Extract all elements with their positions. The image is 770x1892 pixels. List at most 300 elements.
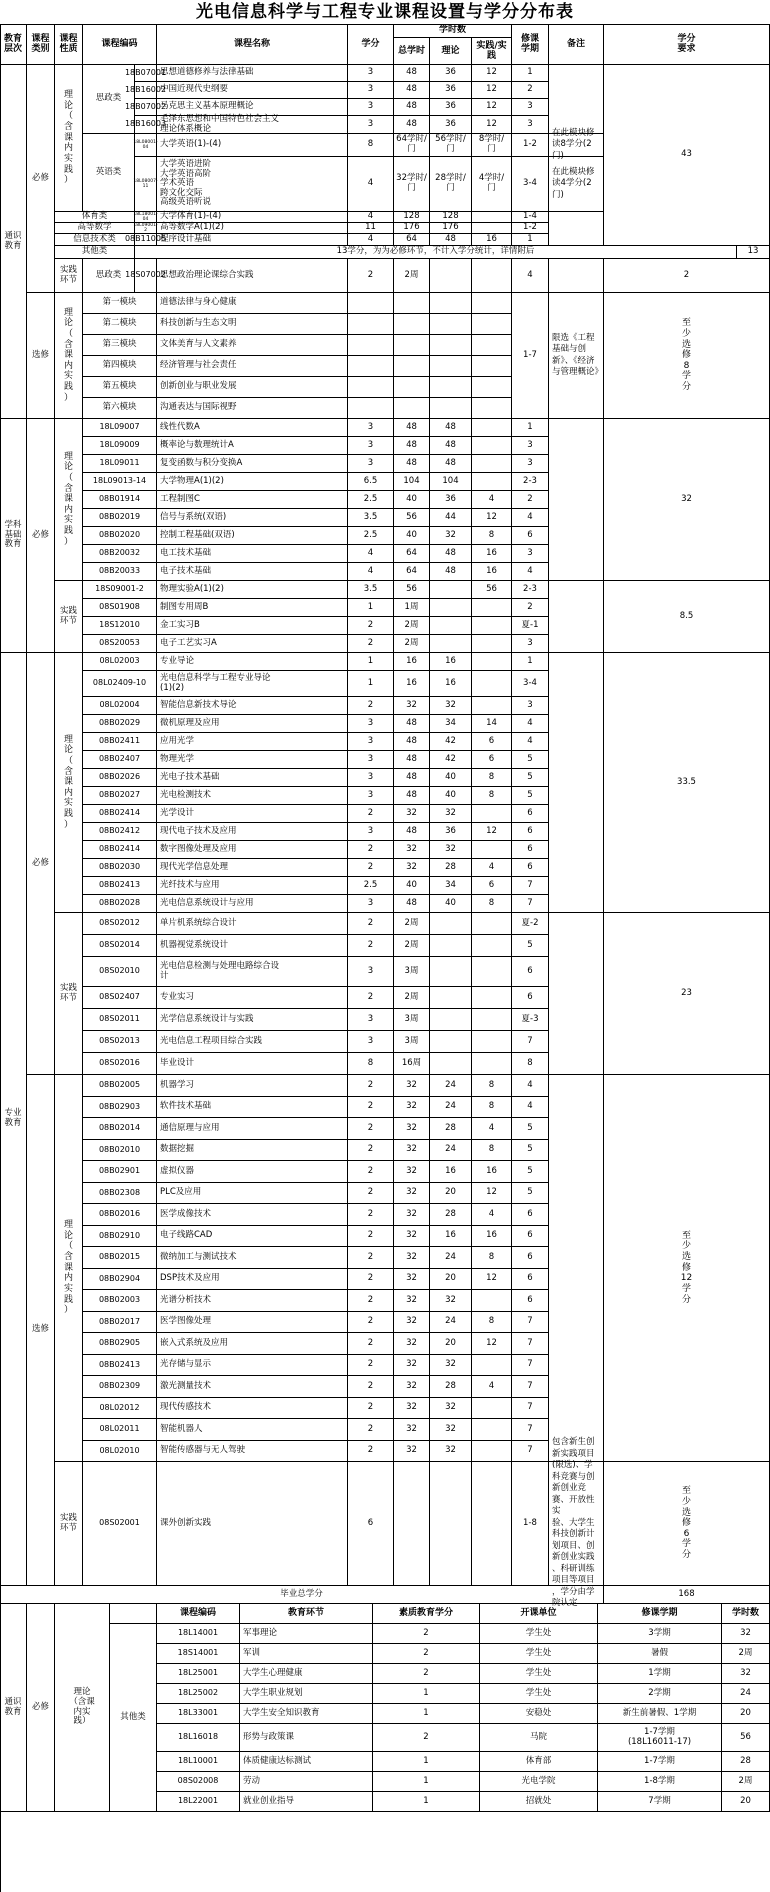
major-elective-4-code: 08B02901 <box>83 1161 157 1183</box>
elective-module-theory-4 <box>430 377 472 398</box>
general-row-3-practice: 12 <box>472 116 512 134</box>
bottom-row-2-code: 18L25001 <box>157 1664 240 1684</box>
major-elective-11-theory: 24 <box>430 1312 472 1333</box>
basic-practice-2-name: 金工实习B <box>157 617 348 635</box>
basic-row-4-semester: 2 <box>512 491 549 509</box>
major-row-10-code: 08B02414 <box>83 841 157 859</box>
elective-module-theory-2 <box>430 335 472 356</box>
basic-practice-3-semester: 3 <box>512 635 549 653</box>
major-elective-10-code: 08B02003 <box>83 1290 157 1312</box>
bottom-row-6-semester: 1-7学期 <box>598 1752 722 1772</box>
general-row-0-semester: 1 <box>512 65 549 82</box>
major-practice-0-theory <box>430 913 472 935</box>
general-row-6-name: 大学体育(1)-(4) <box>157 212 348 223</box>
elective-module-credit-2 <box>348 335 394 356</box>
major-row-1-code: 08L02409-10 <box>83 671 157 697</box>
basic-practice-2-credit: 2 <box>348 617 394 635</box>
major-practice-required: 23 <box>604 913 770 1075</box>
general-row-1-code: 18B16002 <box>135 82 157 99</box>
general-row-3-credit: 3 <box>348 116 394 134</box>
major-elective-11-total: 32 <box>394 1312 430 1333</box>
major-row-7-total: 48 <box>394 787 430 805</box>
elective-module-total-3 <box>394 356 430 377</box>
general-row-6-credit: 4 <box>348 212 394 223</box>
major-elective-15-code: 08L02012 <box>83 1398 157 1419</box>
elective-required: 至 少 选 修 8 学 分 <box>604 293 770 419</box>
bottom-row-0-credits: 2 <box>373 1624 480 1644</box>
major-elective-2-name: 通信原理与应用 <box>157 1118 348 1140</box>
general-math-label: 高等数学 <box>55 223 135 234</box>
major-elective-13-code: 08B02413 <box>83 1355 157 1376</box>
general-row-6-practice <box>472 212 512 223</box>
major-row-2-credit: 2 <box>348 697 394 715</box>
general-row-4-practice: 8学时/ 门 <box>472 134 512 157</box>
innovation-credit: 6 <box>348 1462 394 1586</box>
basic-row-7-name: 电工技术基础 <box>157 545 348 563</box>
general-row-7-code: 18L09001-2 <box>133 222 158 233</box>
basic-row-3-credit: 6.5 <box>348 473 394 491</box>
general-row-4-credit: 8 <box>348 134 394 157</box>
major-row-3-code: 08B02029 <box>83 715 157 733</box>
basic-row-6-semester: 6 <box>512 527 549 545</box>
major-compulsory-label: 必修 <box>27 653 55 1075</box>
major-practice-0-practice <box>472 913 512 935</box>
basic-row-4-code: 08B01914 <box>83 491 157 509</box>
basic-row-1-code: 18L09009 <box>83 437 157 455</box>
elective-module-0: 第一模块 <box>83 293 157 314</box>
general-remark-ideo <box>549 65 604 134</box>
general-other-text: 13学分，为为必修环节，不计入学分统计，详情附后 <box>135 246 737 259</box>
level-major: 专业 教育 <box>0 653 27 1586</box>
major-elective-12-credit: 2 <box>348 1333 394 1355</box>
major-elective-3-total: 32 <box>394 1140 430 1161</box>
elective-module-practice-1 <box>472 314 512 335</box>
major-elective-13-semester: 7 <box>512 1355 549 1376</box>
basic-row-7-credit: 4 <box>348 545 394 563</box>
general-row-5-total: 32学时/ 门 <box>394 157 430 212</box>
bottom-row-4-credits: 1 <box>373 1704 480 1724</box>
basic-row-0-total: 48 <box>394 419 430 437</box>
elective-module-theory-5 <box>430 398 472 419</box>
basic-practice-2-total: 2周 <box>394 617 430 635</box>
major-elective-0-practice: 8 <box>472 1075 512 1097</box>
general-practice-total: 2周 <box>394 259 430 293</box>
general-practice-label: 实践 环节 <box>55 259 83 293</box>
major-elective-9-total: 32 <box>394 1269 430 1290</box>
major-elective-10-credit: 2 <box>348 1290 394 1312</box>
major-elective-15-semester: 7 <box>512 1398 549 1419</box>
general-row-0-credit: 3 <box>348 65 394 82</box>
major-elective-16-practice <box>472 1419 512 1441</box>
major-elective-12-code: 08B02905 <box>83 1333 157 1355</box>
bottom-row-0-semester: 3学期 <box>598 1624 722 1644</box>
major-elective-15-name: 现代传感技术 <box>157 1398 348 1419</box>
elective-module-credit-1 <box>348 314 394 335</box>
major-row-10-name: 数字图像处理及应用 <box>157 841 348 859</box>
major-elective-10-practice <box>472 1290 512 1312</box>
elective-remark: 限选《工程基础与创新》、《经济与管理概论》 <box>549 293 604 419</box>
major-required: 33.5 <box>604 653 770 913</box>
basic-row-6-name: 控制工程基础(双语) <box>157 527 348 545</box>
basic-row-7-practice: 16 <box>472 545 512 563</box>
major-practice-5-theory <box>430 1031 472 1053</box>
elective-module-credit-4 <box>348 377 394 398</box>
major-row-9-semester: 6 <box>512 823 549 841</box>
major-row-12-practice: 6 <box>472 877 512 895</box>
general-row-0-name: 思想道德修养与法律基础 <box>157 65 348 82</box>
major-practice-5-practice <box>472 1031 512 1053</box>
general-row-4-name: 大学英语(1)-(4) <box>157 134 348 157</box>
major-practice-3-total: 2周 <box>394 987 430 1009</box>
basic-compulsory-label: 必修 <box>27 419 55 653</box>
general-it-label: 信息技术类 <box>55 234 135 246</box>
header-hours: 学时数 <box>394 24 512 38</box>
general-row-7-name: 高等数学A(1)(2) <box>157 223 348 234</box>
major-row-11-theory: 28 <box>430 859 472 877</box>
general-practice-credit: 2 <box>348 259 394 293</box>
major-elective-6-name: 医学成像技术 <box>157 1204 348 1226</box>
innovation-semester: 1-8 <box>512 1462 549 1586</box>
bottom-row-8-unit: 招就处 <box>480 1792 598 1812</box>
general-row-2-practice: 12 <box>472 99 512 116</box>
bottom-header-code: 课程编码 <box>157 1604 240 1624</box>
level-basic: 学科 基础 教育 <box>0 419 27 653</box>
general-row-2-code: 18B07002 <box>135 99 157 116</box>
basic-row-7-code: 08B20032 <box>83 545 157 563</box>
general-practice-ideo-label: 思政类 <box>83 259 135 293</box>
general-row-5-semester: 3-4 <box>512 157 549 212</box>
basic-row-8-theory: 48 <box>430 563 472 581</box>
major-practice-5-total: 3周 <box>394 1031 430 1053</box>
major-elective-6-code: 08B02016 <box>83 1204 157 1226</box>
major-practice-4-semester: 夏-3 <box>512 1009 549 1031</box>
major-row-3-credit: 3 <box>348 715 394 733</box>
major-elective-0-name: 机器学习 <box>157 1075 348 1097</box>
bottom-row-3-hours: 24 <box>722 1684 770 1704</box>
general-row-5-theory: 28学时/ 门 <box>430 157 472 212</box>
general-row-7-practice <box>472 223 512 234</box>
major-elective-4-practice: 16 <box>472 1161 512 1183</box>
major-row-9-credit: 3 <box>348 823 394 841</box>
major-practice-3-semester: 6 <box>512 987 549 1009</box>
major-elective-2-total: 32 <box>394 1118 430 1140</box>
major-elective-7-name: 电子线路CAD <box>157 1226 348 1247</box>
major-elective-11-code: 08B02017 <box>83 1312 157 1333</box>
major-elective-15-total: 32 <box>394 1398 430 1419</box>
basic-row-2-code: 18L09011 <box>83 455 157 473</box>
major-elective-17-code: 08L02010 <box>83 1441 157 1462</box>
general-ideo-label: 思政类 <box>83 65 135 134</box>
major-row-6-credit: 3 <box>348 769 394 787</box>
major-practice-1-name: 机器视觉系统设计 <box>157 935 348 957</box>
basic-practice-2-semester: 夏-1 <box>512 617 549 635</box>
bottom-row-4-semester: 新生前暑假、1学期 <box>598 1704 722 1724</box>
basic-row-2-total: 48 <box>394 455 430 473</box>
general-other-credit: 13 <box>737 246 770 259</box>
basic-row-0-code: 18L09007 <box>83 419 157 437</box>
major-row-0-theory: 16 <box>430 653 472 671</box>
basic-row-6-practice: 8 <box>472 527 512 545</box>
header-nature: 课程 性质 <box>55 24 83 65</box>
basic-row-6-credit: 2.5 <box>348 527 394 545</box>
major-row-3-theory: 34 <box>430 715 472 733</box>
bottom-row-3-name: 大学生职业规划 <box>240 1684 373 1704</box>
bottom-row-3-unit: 学生处 <box>480 1684 598 1704</box>
major-row-3-semester: 4 <box>512 715 549 733</box>
major-row-4-total: 48 <box>394 733 430 751</box>
major-elective-7-theory: 16 <box>430 1226 472 1247</box>
elective-module-practice-5 <box>472 398 512 419</box>
general-remark-english1: 在此模块修读8学分(2 门) <box>549 134 604 157</box>
innovation-name: 课外创新实践 <box>157 1462 348 1586</box>
major-elective-8-name: 微纳加工与测试技术 <box>157 1247 348 1269</box>
general-row-2-name: 马克思主义基本原理概论 <box>157 99 348 116</box>
general-practice-practice <box>472 259 512 293</box>
major-row-8-practice <box>472 805 512 823</box>
bottom-row-2-credits: 2 <box>373 1664 480 1684</box>
major-row-12-code: 08B02413 <box>83 877 157 895</box>
basic-row-5-name: 信号与系统(双语) <box>157 509 348 527</box>
general-row-6-total: 128 <box>394 212 430 223</box>
basic-row-1-total: 48 <box>394 437 430 455</box>
bottom-row-1-unit: 学生处 <box>480 1644 598 1664</box>
elective-module-credit-0 <box>348 293 394 314</box>
major-elective-14-code: 08B02309 <box>83 1376 157 1398</box>
major-row-0-code: 08L02003 <box>83 653 157 671</box>
major-elective-0-semester: 4 <box>512 1075 549 1097</box>
general-row-8-total: 64 <box>394 234 430 246</box>
major-row-11-credit: 2 <box>348 859 394 877</box>
major-elective-16-credit: 2 <box>348 1419 394 1441</box>
major-practice-3-code: 08S02407 <box>83 987 157 1009</box>
bottom-row-5-name: 形势与政策课 <box>240 1724 373 1752</box>
basic-practice-0-total: 56 <box>394 581 430 599</box>
major-elective-11-semester: 7 <box>512 1312 549 1333</box>
general-theory-label: 理 论 （ 含 课 内 实 践 ） <box>55 65 83 212</box>
basic-practice-0-practice: 56 <box>472 581 512 599</box>
major-elective-11-credit: 2 <box>348 1312 394 1333</box>
major-remark <box>549 653 604 913</box>
general-row-2-total: 48 <box>394 99 430 116</box>
bottom-row-1-hours: 2周 <box>722 1644 770 1664</box>
major-row-3-name: 微机原理及应用 <box>157 715 348 733</box>
header-remark: 备注 <box>549 24 604 65</box>
bottom-row-1-semester: 暑假 <box>598 1644 722 1664</box>
basic-row-1-theory: 48 <box>430 437 472 455</box>
bottom-row-8-code: 18L22001 <box>157 1792 240 1812</box>
major-row-10-credit: 2 <box>348 841 394 859</box>
major-row-1-practice <box>472 671 512 697</box>
major-row-5-code: 08B02407 <box>83 751 157 769</box>
elective-module-theory-1 <box>430 314 472 335</box>
major-elective-5-total: 32 <box>394 1183 430 1204</box>
basic-row-4-theory: 36 <box>430 491 472 509</box>
bottom-row-5-credits: 2 <box>373 1724 480 1752</box>
basic-practice-3-practice <box>472 635 512 653</box>
major-elective-9-code: 08B02904 <box>83 1269 157 1290</box>
level-general-bottom: 通识 教育 <box>0 1604 27 1812</box>
major-practice-0-semester: 夏-2 <box>512 913 549 935</box>
major-row-9-code: 08B02412 <box>83 823 157 841</box>
major-row-0-credit: 1 <box>348 653 394 671</box>
major-elective-6-theory: 28 <box>430 1204 472 1226</box>
basic-row-2-semester: 3 <box>512 455 549 473</box>
general-row-2-credit: 3 <box>348 99 394 116</box>
major-elective-2-code: 08B02014 <box>83 1118 157 1140</box>
major-practice-2-theory <box>430 957 472 987</box>
major-row-4-theory: 42 <box>430 733 472 751</box>
major-elective-15-theory: 32 <box>430 1398 472 1419</box>
major-elective-9-name: DSP技术及应用 <box>157 1269 348 1290</box>
basic-row-7-semester: 3 <box>512 545 549 563</box>
major-row-10-semester: 6 <box>512 841 549 859</box>
bottom-row-4-unit: 安稳处 <box>480 1704 598 1724</box>
general-remark-other <box>549 212 604 246</box>
major-elective-10-name: 光谱分析技术 <box>157 1290 348 1312</box>
major-row-7-practice: 8 <box>472 787 512 805</box>
bottom-row-4-code: 18L33001 <box>157 1704 240 1724</box>
bottom-row-1-code: 18S14001 <box>157 1644 240 1664</box>
basic-row-2-name: 复变函数与积分变换A <box>157 455 348 473</box>
header-category: 课程 类别 <box>27 24 55 65</box>
major-row-0-practice <box>472 653 512 671</box>
major-row-10-total: 32 <box>394 841 430 859</box>
major-practice-4-total: 3周 <box>394 1009 430 1031</box>
major-elective-4-theory: 16 <box>430 1161 472 1183</box>
major-elective-0-total: 32 <box>394 1075 430 1097</box>
major-practice-2-total: 3周 <box>394 957 430 987</box>
major-elective-3-credit: 2 <box>348 1140 394 1161</box>
major-elective-2-theory: 28 <box>430 1118 472 1140</box>
major-elective-2-credit: 2 <box>348 1118 394 1140</box>
bottom-row-1-credits: 2 <box>373 1644 480 1664</box>
major-row-13-theory: 40 <box>430 895 472 913</box>
major-row-0-total: 16 <box>394 653 430 671</box>
major-practice-2-practice <box>472 957 512 987</box>
basic-practice-label: 实践 环节 <box>55 581 83 653</box>
general-row-6-semester: 1-4 <box>512 212 549 223</box>
elective-module-practice-2 <box>472 335 512 356</box>
basic-row-6-code: 08B02020 <box>83 527 157 545</box>
major-elective-5-theory: 20 <box>430 1183 472 1204</box>
major-row-4-name: 应用光学 <box>157 733 348 751</box>
bottom-row-8-name: 就业创业指导 <box>240 1792 373 1812</box>
elective-theory-label: 理 论 （ 含 课 内 实 践 ） <box>55 293 83 419</box>
basic-row-2-theory: 48 <box>430 455 472 473</box>
bottom-row-6-credits: 1 <box>373 1752 480 1772</box>
elective-module-total-4 <box>394 377 430 398</box>
major-practice-5-credit: 3 <box>348 1031 394 1053</box>
major-elective-3-name: 数据挖掘 <box>157 1140 348 1161</box>
major-elective-1-semester: 4 <box>512 1097 549 1118</box>
general-row-3-code: 18B16003 <box>135 116 157 134</box>
major-row-13-total: 48 <box>394 895 430 913</box>
general-row-5-code: 18L08007-11 <box>135 157 157 212</box>
major-elective-5-code: 08B02308 <box>83 1183 157 1204</box>
major-row-7-credit: 3 <box>348 787 394 805</box>
elective-module-name-4: 创新创业与职业发展 <box>157 377 348 398</box>
major-elective-6-credit: 2 <box>348 1204 394 1226</box>
major-elective-6-practice: 4 <box>472 1204 512 1226</box>
header-total: 总学时 <box>394 38 430 65</box>
general-row-5-credit: 4 <box>348 157 394 212</box>
bottom-row-7-hours: 2周 <box>722 1772 770 1792</box>
major-practice-3-name: 专业实习 <box>157 987 348 1009</box>
basic-row-1-semester: 3 <box>512 437 549 455</box>
general-elective-label: 选修 <box>27 293 55 419</box>
major-row-12-credit: 2.5 <box>348 877 394 895</box>
major-elective-4-total: 32 <box>394 1161 430 1183</box>
major-elective-14-name: 激光测量技术 <box>157 1376 348 1398</box>
general-practice-theory <box>430 259 472 293</box>
major-row-2-theory: 32 <box>430 697 472 715</box>
general-row-4-semester: 1-2 <box>512 134 549 157</box>
basic-row-3-theory: 104 <box>430 473 472 491</box>
major-elective-12-practice: 12 <box>472 1333 512 1355</box>
innovation-theory <box>430 1462 472 1586</box>
major-practice-1-semester: 5 <box>512 935 549 957</box>
major-row-5-credit: 3 <box>348 751 394 769</box>
general-english-label: 英语类 <box>83 134 135 212</box>
major-elective-14-theory: 28 <box>430 1376 472 1398</box>
basic-row-3-code: 18L09013-14 <box>83 473 157 491</box>
major-elective-4-credit: 2 <box>348 1161 394 1183</box>
basic-row-0-semester: 1 <box>512 419 549 437</box>
basic-row-5-code: 08B02019 <box>83 509 157 527</box>
major-practice-2-semester: 6 <box>512 957 549 987</box>
basic-practice-1-practice <box>472 599 512 617</box>
major-elective-5-name: PLC及应用 <box>157 1183 348 1204</box>
major-elective-3-semester: 5 <box>512 1140 549 1161</box>
major-elective-7-practice: 16 <box>472 1226 512 1247</box>
bottom-row-6-unit: 体育部 <box>480 1752 598 1772</box>
major-row-1-theory: 16 <box>430 671 472 697</box>
major-elective-6-total: 32 <box>394 1204 430 1226</box>
bottom-row-8-semester: 7学期 <box>598 1792 722 1812</box>
major-elective-8-practice: 8 <box>472 1247 512 1269</box>
basic-row-8-credit: 4 <box>348 563 394 581</box>
major-practice-1-code: 08S02014 <box>83 935 157 957</box>
major-row-2-code: 08L02004 <box>83 697 157 715</box>
basic-practice-required: 8.5 <box>604 581 770 653</box>
basic-row-6-total: 40 <box>394 527 430 545</box>
general-row-5-name: 大学英语进阶 大学英语高阶 学术英语 跨文化交际 高级英语听说 <box>157 157 348 212</box>
basic-practice-3-credit: 2 <box>348 635 394 653</box>
basic-row-7-theory: 48 <box>430 545 472 563</box>
major-elective-16-semester: 7 <box>512 1419 549 1441</box>
header-semester: 修课 学期 <box>512 24 549 65</box>
header-code: 课程编码 <box>83 24 157 65</box>
major-elective-1-code: 08B02903 <box>83 1097 157 1118</box>
major-row-11-total: 32 <box>394 859 430 877</box>
major-row-12-total: 40 <box>394 877 430 895</box>
elective-module-practice-0 <box>472 293 512 314</box>
basic-practice-1-code: 08S01908 <box>83 599 157 617</box>
basic-practice-3-total: 2周 <box>394 635 430 653</box>
bottom-row-0-code: 18L14001 <box>157 1624 240 1644</box>
general-row-7-semester: 1-2 <box>512 223 549 234</box>
major-row-8-credit: 2 <box>348 805 394 823</box>
major-row-10-practice <box>472 841 512 859</box>
major-theory-label: 理 论 （ 含 课 内 实 践 ） <box>55 653 83 913</box>
major-elective-8-theory: 24 <box>430 1247 472 1269</box>
elective-module-4: 第五模块 <box>83 377 157 398</box>
major-practice-4-credit: 3 <box>348 1009 394 1031</box>
major-row-6-semester: 5 <box>512 769 549 787</box>
bottom-row-5-hours: 56 <box>722 1724 770 1752</box>
general-row-1-name: 中国近现代史纲要 <box>157 82 348 99</box>
major-elective-16-name: 智能机器人 <box>157 1419 348 1441</box>
